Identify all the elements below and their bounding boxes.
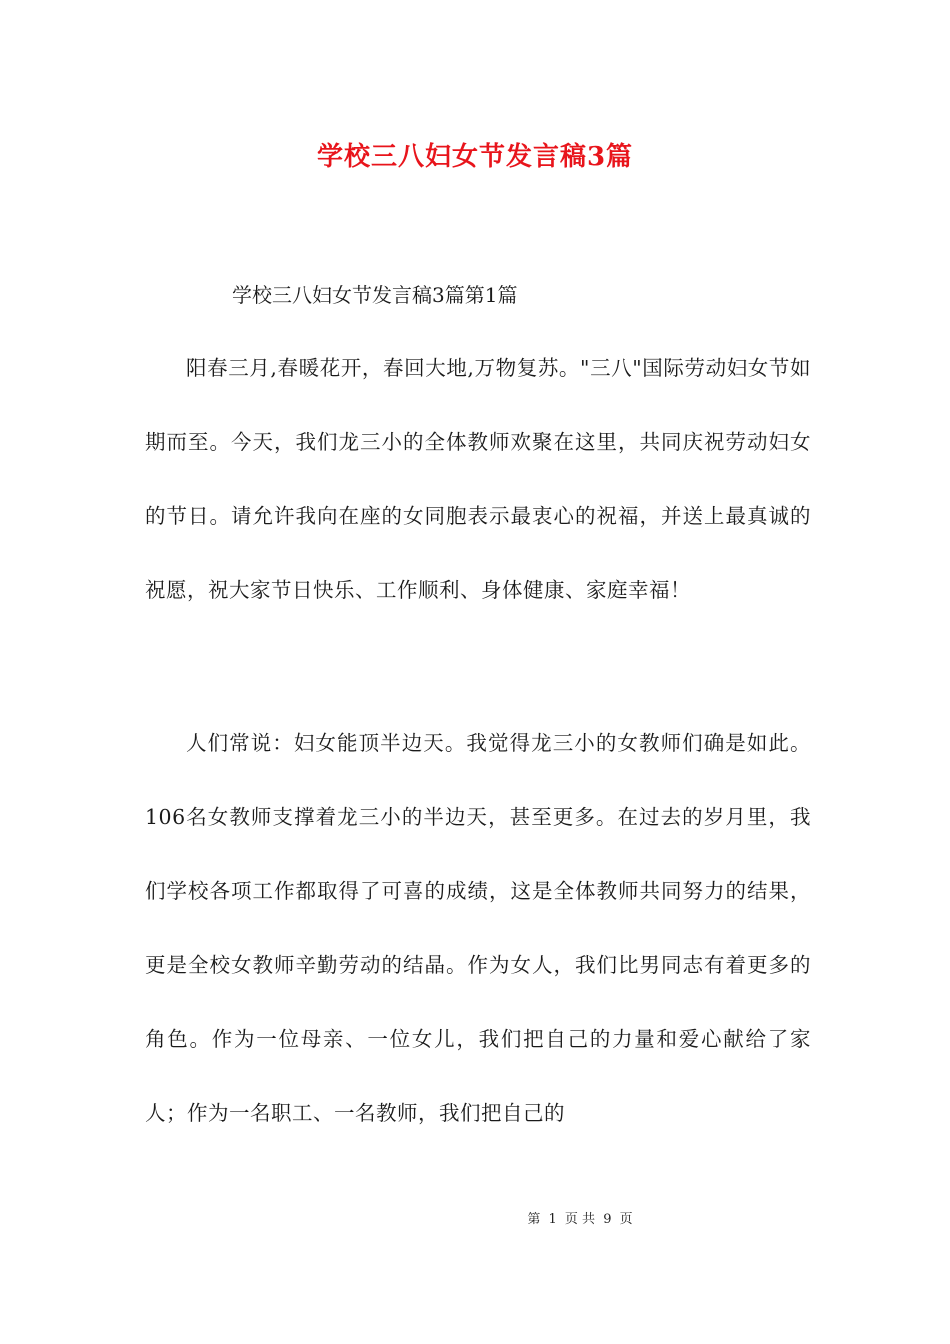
- document-title: 学校三八妇女节发言稿3篇: [316, 142, 634, 172]
- footer-suffix: 页: [619, 1212, 633, 1227]
- footer-total-pages: 9: [603, 1212, 612, 1227]
- paragraph-2: 人们常说：妇女能顶半边天。我觉得龙三小的女教师们确是如此。106名女教师支撑着龙三小的半边天，甚至更多。在过去的岁月里，我们学校各项工作都取得了可喜的成绩，这是全体教师共同努力的结果，更是全校女教师辛勤劳动的结晶。作为女人，我们比男同志有着更多的角色。作为一位母亲、一位女儿，我们把自己的力量和爱心献给了家人；作为一名职工、一名教师，我们把自己的: [145, 731, 811, 1125]
- footer-mid: 页 共: [564, 1212, 596, 1227]
- page-footer: [0, 1208, 950, 1227]
- footer-prefix: 第: [527, 1212, 541, 1227]
- section-heading: 学校三八妇女节发言稿3篇第1篇: [232, 283, 518, 307]
- paragraph-1: 阳春三月,春暖花开，春回大地,万物复苏。"三八"国际劳动妇女节如期而至。今天，我们龙三小的全体教师欢聚在这里，共同庆祝劳动妇女的节日。请允许我向在座的女同胞表示最衷心的祝福，并送上最真诚的祝愿，祝大家节日快乐、工作顺利、身体健康、家庭幸福！: [145, 356, 811, 602]
- footer-current-page: 1: [548, 1212, 557, 1227]
